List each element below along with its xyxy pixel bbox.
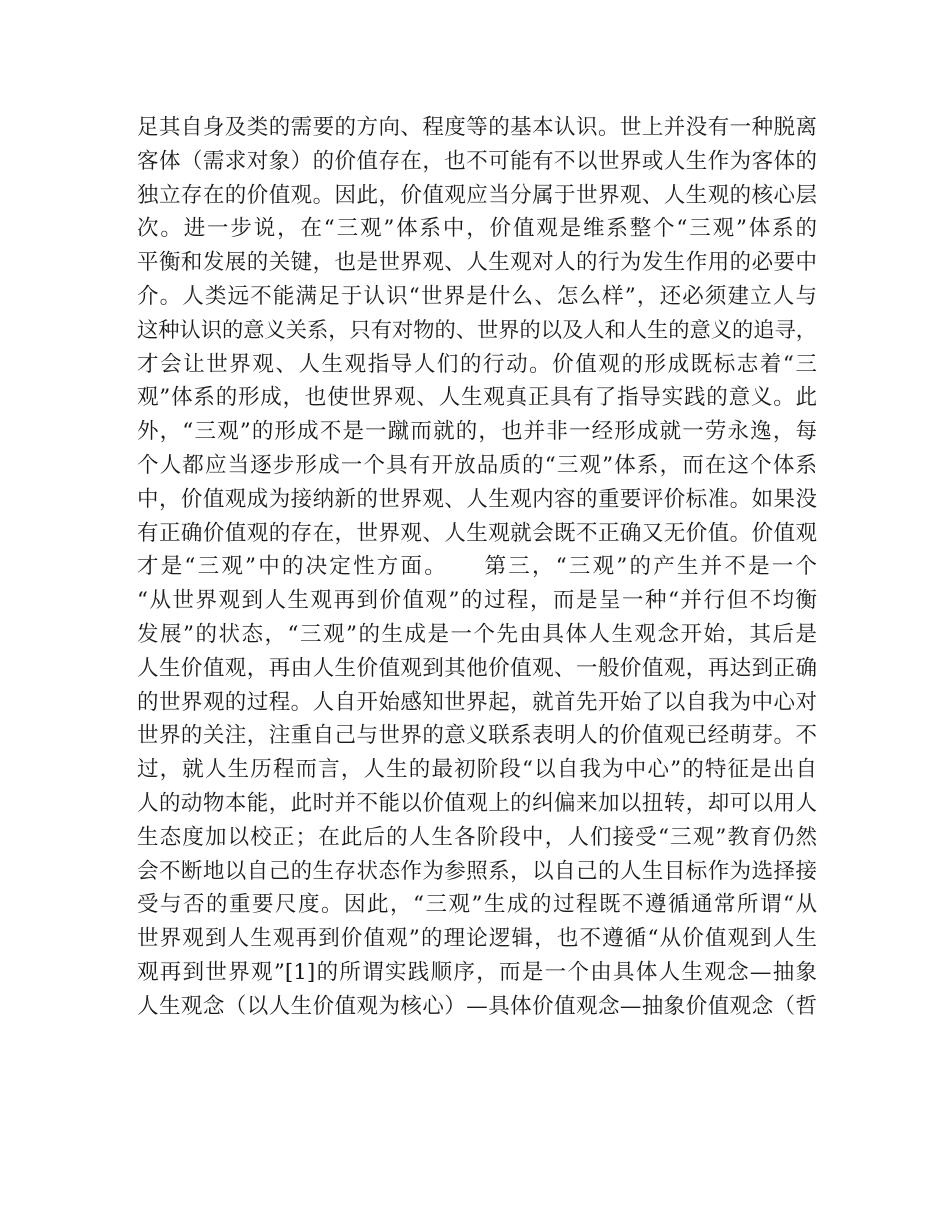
text-line: 世界的关注，注重自己与世界的意义联系表明人的价值观已经萌芽。不 (137, 723, 817, 749)
text-line: 人生价值观，再由人生价值观到其他价值观、一般价值观，再达到正确 (137, 655, 817, 681)
text-line: 世界观到人生观再到价值观”的理论逻辑，也不遵循“从价值观到人生 (137, 926, 817, 952)
text-line: 过，就人生历程而言，人生的最初阶段“以自我为中心”的特征是出自 (137, 757, 817, 783)
text-line: 观”体系的形成，也使世界观、人生观真正具有了指导实践的意义。此 (137, 385, 817, 411)
text-line: 客体（需求对象）的价值存在，也不可能有不以世界或人生作为客体的 (137, 148, 817, 174)
text-line: 介。人类远不能满足于认识“世界是什么、怎么样”，还必须建立人与 (137, 283, 817, 309)
text-line: 独立存在的价值观。因此，价值观应当分属于世界观、人生观的核心层 (137, 182, 817, 208)
text-line: 平衡和发展的关键，也是世界观、人生观对人的行为发生作用的必要中 (137, 250, 817, 276)
text-line: 才会让世界观、人生观指导人们的行动。价值观的形成既标志着“三 (137, 351, 817, 377)
text-line: 人生观念（以人生价值观为核心）—具体价值观念—抽象价值观念（哲 (137, 993, 817, 1019)
text-line: 足其自身及类的需要的方向、程度等的基本认识。世上并没有一种脱离 (137, 115, 817, 140)
text-line: 才是“三观”中的决定性方面。 第三，“三观”的产生并不是一个 (137, 554, 817, 580)
text-line: 个人都应当逐步形成一个具有开放品质的“三观”体系，而在这个体系 (137, 452, 817, 478)
text-line: 这种认识的意义关系，只有对物的、世界的以及人和人生的意义的追寻， (137, 317, 818, 343)
text-line: 人的动物本能，此时并不能以价值观上的纠偏来加以扭转，却可以用人 (137, 790, 817, 816)
text-line: 的世界观的过程。人自开始感知世界起，就首先开始了以自我为中心对 (137, 689, 817, 715)
text-line: 外，“三观”的形成不是一蹴而就的，也并非一经形成就一劳永逸，每 (137, 419, 817, 445)
text-line: 生态度加以校正；在此后的人生各阶段中，人们接受“三观”教育仍然 (137, 824, 817, 850)
text-line: 中，价值观成为接纳新的世界观、人生观内容的重要评价标准。如果没 (137, 486, 817, 512)
body-paragraph (137, 111, 817, 1024)
text-line: 观再到世界观”[1]的所谓实践顺序，而是一个由具体人生观念—抽象 (137, 959, 817, 985)
text-line: 受与否的重要尺度。因此，“三观”生成的过程既不遵循通常所谓“从 (137, 892, 817, 918)
text-line: 发展”的状态，“三观”的生成是一个先由具体人生观念开始，其后是 (137, 621, 817, 647)
text-line: 有正确价值观的存在，世界观、人生观就会既不正确又无价值。价值观 (137, 520, 817, 546)
text-line: “从世界观到人生观再到价值观”的过程，而是呈一种“并行但不均衡 (137, 588, 817, 614)
text-line: 会不断地以自己的生存状态作为参照系，以自己的人生目标作为选择接 (137, 858, 817, 884)
text-line: 次。进一步说，在“三观”体系中，价值观是维系整个“三观”体系的 (137, 216, 817, 242)
